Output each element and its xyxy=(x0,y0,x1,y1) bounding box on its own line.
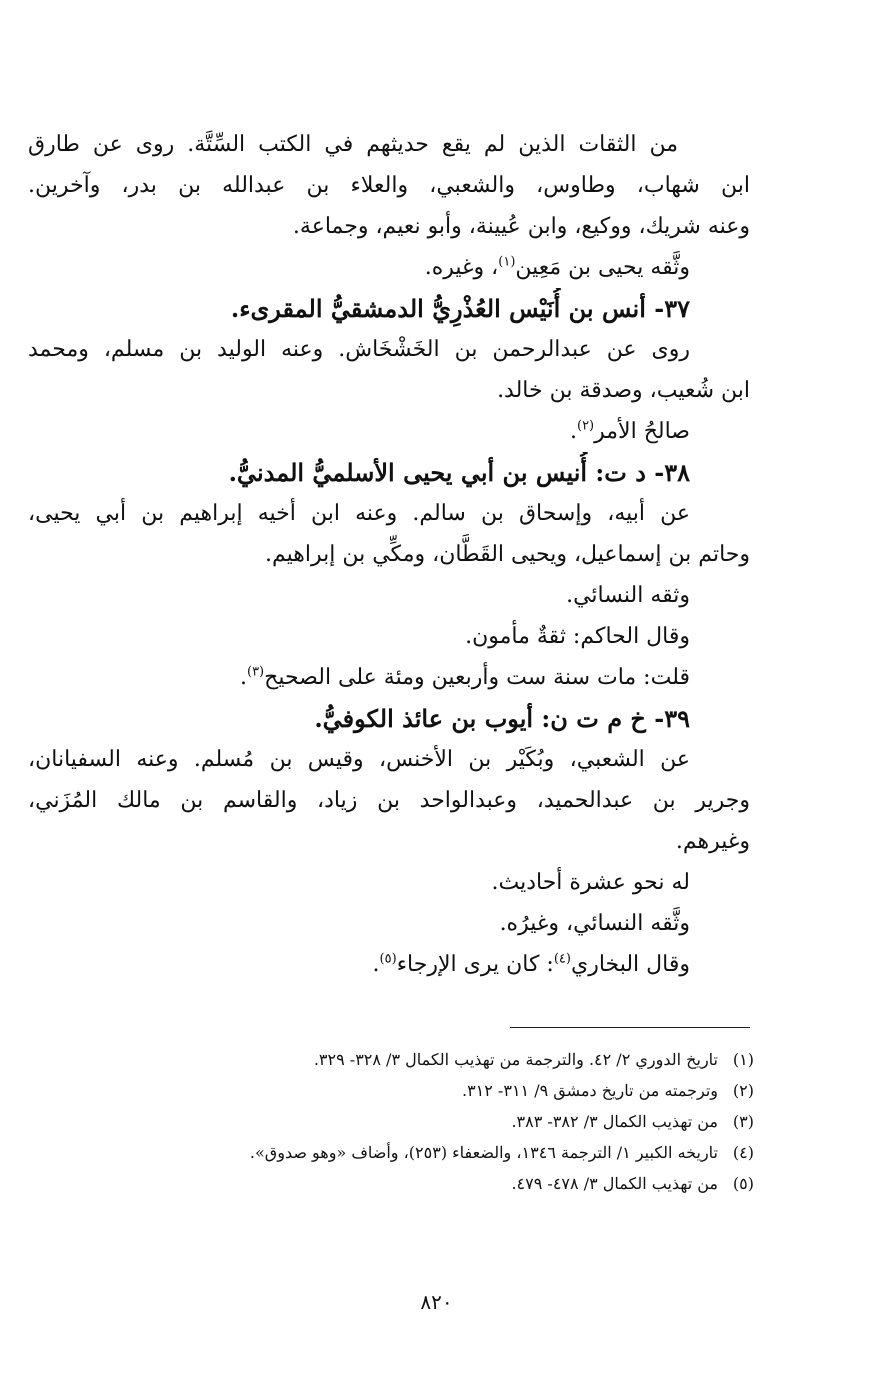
footnote xyxy=(120,1137,754,1168)
line-text: عن أبيه، وإسحاق بن سالم. وعنه ابن أخيه إبراهيم بن أبي يحيى، xyxy=(28,501,690,526)
footnote-text: تاريخ الدوري ٢/ ٤٢. والترجمة من تهذيب الكمال ٣/ ٣٢٨- ٣٢٩. xyxy=(313,1050,718,1069)
text-line xyxy=(28,165,750,206)
line-text: أُنيس بن أبي يحيى الأسلميُّ المدنيُّ. xyxy=(228,458,588,487)
line-text: وقال الحاكم: ثقةٌ مأمون. xyxy=(465,624,690,649)
text-line xyxy=(28,821,750,862)
line-text: أيوب بن عائذ الكوفيُّ. xyxy=(314,704,534,733)
line-text: وحاتم بن إسماعيل، ويحيى القَطَّان، ومكِّي بن إبراهيم. xyxy=(264,542,750,567)
line-text: عن الشعبي، وبُكَيْر بن الأخنس، وقيس بن مُسلم. وعنه السفيانان، xyxy=(28,747,690,772)
text-line xyxy=(28,411,750,452)
text-line xyxy=(28,370,750,411)
footnote-number: (٣) xyxy=(732,1112,754,1131)
text-line xyxy=(28,534,750,575)
footnote-ref: (٥) xyxy=(379,951,397,967)
entry-heading xyxy=(28,452,750,493)
line-text-cont: . xyxy=(372,952,380,977)
text-line xyxy=(28,616,750,657)
line-text: وثقه النسائي. xyxy=(566,583,690,608)
text-line xyxy=(28,780,750,821)
text-line xyxy=(28,944,750,985)
text-line xyxy=(28,247,750,288)
text-line xyxy=(28,903,750,944)
line-text-cont: : كان يرى الإرجاء xyxy=(396,952,554,977)
footnotes xyxy=(120,1044,754,1199)
footnote-ref: (٣) xyxy=(246,664,265,680)
text-line xyxy=(28,329,750,370)
line-text: وقال البخاري xyxy=(570,952,690,977)
text-line xyxy=(28,124,750,165)
main-text xyxy=(28,124,750,985)
line-text: له نحو عشرة أحاديث. xyxy=(491,870,690,895)
footnote-text: من تهذيب الكمال ٣/ ٣٨٢- ٣٨٣. xyxy=(511,1112,718,1131)
footnote-ref: (١) xyxy=(498,254,516,270)
line-text: وعنه شريك، ووكيع، وابن عُيينة، وأبو نعيم، وجماعة. xyxy=(292,214,750,239)
line-text-cont: . xyxy=(239,665,247,690)
text-line xyxy=(28,575,750,616)
text-line xyxy=(28,739,750,780)
footnote-number: (٥) xyxy=(732,1174,754,1193)
footnote-text: وترجمته من تاريخ دمشق ٩/ ٣١١- ٣١٢. xyxy=(461,1081,718,1100)
line-text-cont: . xyxy=(569,419,577,444)
line-text: وثَّقه يحيى بن مَعِين xyxy=(515,255,690,280)
line-text: قلت: مات سنة ست وأربعين ومئة على الصحيح xyxy=(264,665,690,690)
footnote-ref: (٤) xyxy=(553,951,571,967)
line-text: وغيرهم. xyxy=(675,829,750,854)
footnote xyxy=(120,1044,754,1075)
text-line xyxy=(28,862,750,903)
entry-number: ٣٧- xyxy=(654,294,690,323)
footnote-ref: (٢) xyxy=(576,418,595,434)
footnote xyxy=(120,1106,754,1137)
line-text: وجرير بن عبدالحميد، وعبدالواحد بن زياد، والقاسم بن مالك المُزَني، xyxy=(28,788,750,813)
entry-heading xyxy=(28,288,750,329)
footnote xyxy=(120,1075,754,1106)
footnote-text: تاريخه الكبير ١/ الترجمة ١٣٤٦، والضعفاء (٢٥٣)، وأضاف «وهو صدوق». xyxy=(249,1143,718,1162)
line-text: وثَّقه النسائي، وغيرُه. xyxy=(499,911,690,936)
footnote-number: (٤) xyxy=(732,1143,754,1162)
entry-heading xyxy=(28,698,750,739)
page-number: ٨٢٠ xyxy=(420,1290,453,1314)
entry-number: ٣٩- خ م ت ن: xyxy=(541,704,690,733)
footnote xyxy=(120,1168,754,1199)
footnote-number: (٢) xyxy=(732,1081,754,1100)
text-line xyxy=(28,657,750,698)
text-line xyxy=(28,493,750,534)
line-text: أنس بن أُنَيْس العُذْرِيُّ الدمشقيُّ المقرىء. xyxy=(230,294,646,323)
line-text-cont: ، وغيره. xyxy=(424,255,499,280)
line-text: روى عن عبدالرحمن بن الخَشْخَاش. وعنه الوليد بن مسلم، ومحمد xyxy=(28,337,690,362)
text-line xyxy=(28,206,750,247)
line-text: ابن شهاب، وطاوس، والشعبي، والعلاء بن عبدالله بن بدر، وآخرين. xyxy=(28,173,750,198)
line-text: ابن شُعيب، وصدقة بن خالد. xyxy=(497,378,750,403)
footnote-divider xyxy=(510,1027,750,1028)
line-text: من الثقات الذين لم يقع حديثهم في الكتب السِّتَّة. روى عن طارق xyxy=(28,132,678,157)
footnote-text: من تهذيب الكمال ٣/ ٤٧٨- ٤٧٩. xyxy=(511,1174,718,1193)
footnote-number: (١) xyxy=(732,1050,754,1069)
line-text: صالحُ الأمر xyxy=(594,419,690,444)
entry-number: ٣٨- د ت: xyxy=(595,458,690,487)
